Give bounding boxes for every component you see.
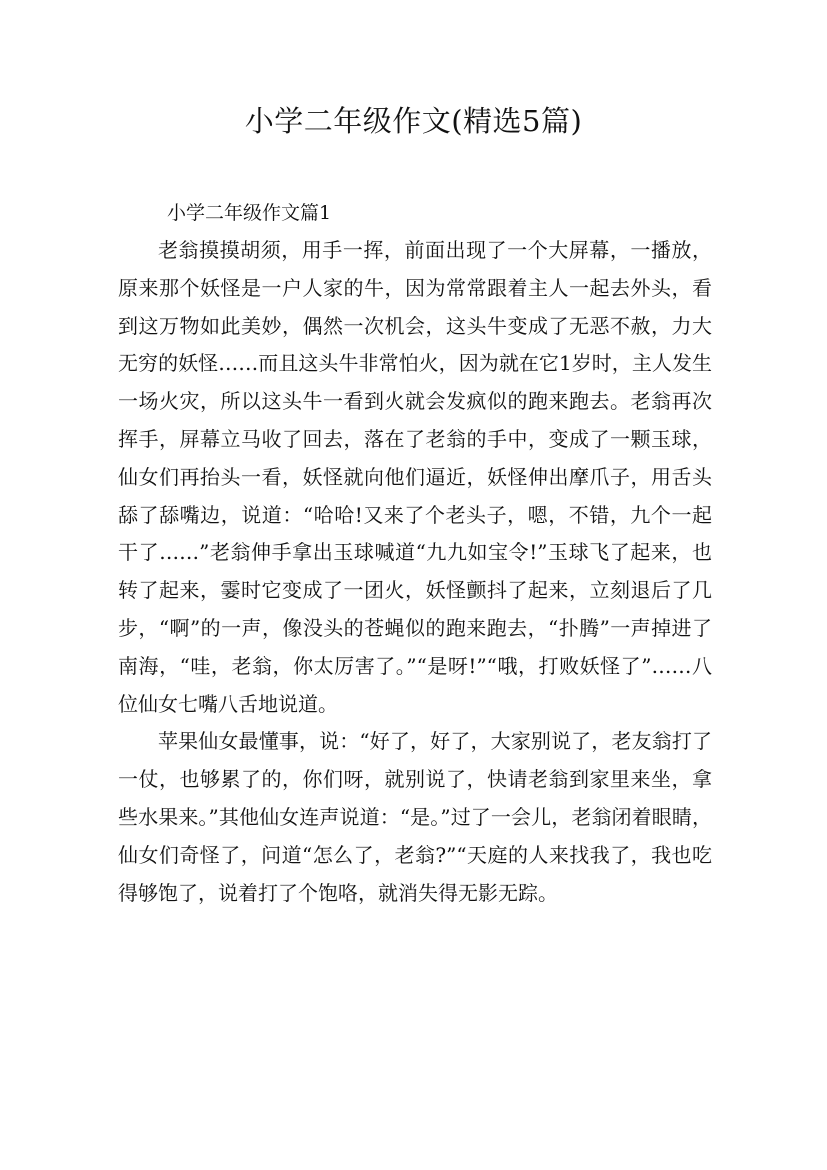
- paragraph-2: 苹果仙女最懂事，说：“好了，好了，大家别说了，老友翁打了一仗，也够累了的，你们呀，就别说了，快请老翁到家里来坐，拿些水果来。”其他仙女连声说道：“是。”过了一会儿，老翁闭着眼睛，仙女们奇怪了，问道“怎么了，老翁?”“天庭的人来找我了，我也吃得够饱了，说着打了个饱咯，就消失得无影无踪。: [118, 729, 712, 905]
- paragraph-1: 老翁摸摸胡须，用手一挥，前面出现了一个大屏幕，一播放，原来那个妖怪是一户人家的牛，因为常常跟着主人一起去外头，看到这万物如此美妙，偶然一次机会，这头牛变成了无恶不赦，力大无穷的妖怪……而且这头牛非常怕火，因为就在它1岁时，主人发生一场火灾，所以这头牛一看到火就会发疯似的跑来跑去。老翁再次挥手，屏幕立马收了回去，落在了老翁的手中，变成了一颗玉球，仙女们再抬头一看，妖怪就向他们逼近，妖怪伸出摩爪子，用舌头舔了舔嘴边，说道：“哈哈!又来了个老头子，嗯，不错，九个一起干了……”老翁伸手拿出玉球喊道“九九如宝令!”玉球飞了起来，也转了起来，霎时它变成了一团火，妖怪颤抖了起来，立刻退后了几步，“啊”的一声，像没头的苍蝇似的跑来跑去，“扑腾”一声掉进了南海，“哇，老翁，你太厉害了。”“是呀!”“哦，打败妖怪了”……八位仙女七嘴八舌地说道。: [118, 238, 712, 716]
- document-title: 小学二年级作文(精选5篇): [244, 104, 583, 138]
- document-body: [118, 232, 712, 912]
- section-title: 小学二年级作文篇1: [167, 202, 332, 224]
